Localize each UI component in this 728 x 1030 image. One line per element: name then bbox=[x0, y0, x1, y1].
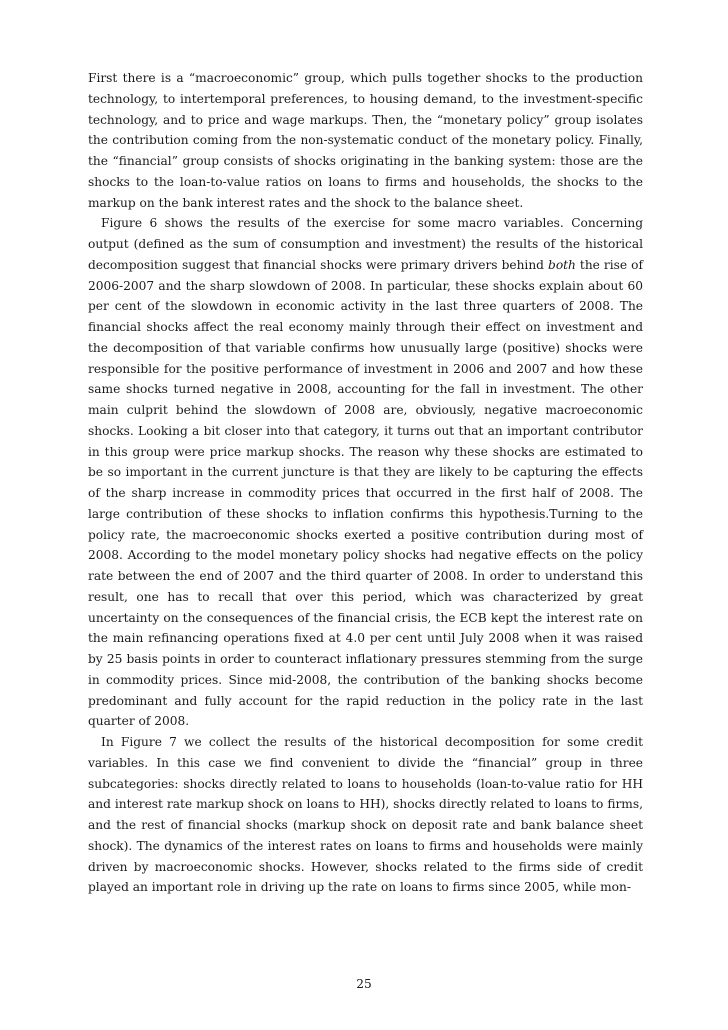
paragraph-figure-6-part-2: the rise of 2006-2007 and the sharp slowdown of 2008. In particular, these shocks explain about 60 per cent of the slowdown in economic activity in the last three quarters of 2008. The financial shocks affect the real economy mainly through their effect on investment and the decomposition of that variable confirms how unusually large (positive) shocks were responsible for the positive performance of investment in 2006 and 2007 and how these same shocks turned negative in 2008, accounting for the fall in investment. The other main culprit behind the slowdown of 2008 are, obviously, negative macroeconomic shocks. Looking a bit closer into that category, it turns out that an important contributor in this group were price markup shocks. The reason why these shocks are estimated to be so important in the current juncture is that they are likely to be capturing the effects of the sharp increase in commodity prices that occurred in the first half of 2008. The large contribution of these shocks to inflation confirms this hypothesis.Turning to the policy rate, the macroeconomic shocks exerted a positive contribution during most of 2008. According to the model monetary policy shocks had negative effects on the policy rate between the end of 2007 and the third quarter of 2008. In order to understand this result, one has to recall that over this period, which was characterized by great uncertainty on the consequences of the financial crisis, the ECB kept the interest rate on the main refinancing operations fixed at 4.0 per cent until July 2008 when it was raised by 25 basis points in order to counteract inflationary pressures stemming from the surge in commodity prices. Since mid-2008, the contribution of the banking shocks become predominant and fully account for the rapid reduction in the policy rate in the last quarter of 2008. bbox=[88, 257, 643, 729]
paragraph-figure-6 bbox=[88, 213, 643, 732]
paragraph-figure-7: In Figure 7 we collect the results of the historical decomposition for some credit variables. In this case we find convenient to divide the “financial” group in three subcategories: shocks directly related to loans to households (loan-to-value ratio for HH and interest rate markup shock on loans to HH), shocks directly related to loans to firms, and the rest of financial shocks (markup shock on deposit rate and bank balance sheet shock). The dynamics of the interest rates on loans to firms and households were mainly driven by macroeconomic shocks. However, shocks related to the firms side of credit played an important role in driving up the rate on loans to firms since 2005, while mon- bbox=[88, 735, 643, 895]
emphasis-both: both bbox=[548, 257, 576, 272]
paragraph-figure-6-part-1: Figure 6 shows the results of the exercise for some macro variables. Concerning output (defined as the sum of consumption and investment) the results of the historical decomposition suggest that financial shocks were primary drivers behind bbox=[88, 216, 643, 272]
paragraph-shock-groups: First there is a “macroeconomic” group, which pulls together shocks to the production technology, to intertemporal preferences, to housing demand, to the investment-specific technology, and to price and wage markups. Then, the “monetary policy” group isolates the contribution coming from the non-systematic conduct of the monetary policy. Finally, the “financial” group consists of shocks originating in the banking system: those are the shocks to the loan-to-value ratios on loans to firms and households, the shocks to the markup on the bank interest rates and the shock to the balance sheet. bbox=[88, 71, 643, 210]
page-number: 25 bbox=[356, 977, 372, 991]
body-text bbox=[88, 68, 643, 898]
